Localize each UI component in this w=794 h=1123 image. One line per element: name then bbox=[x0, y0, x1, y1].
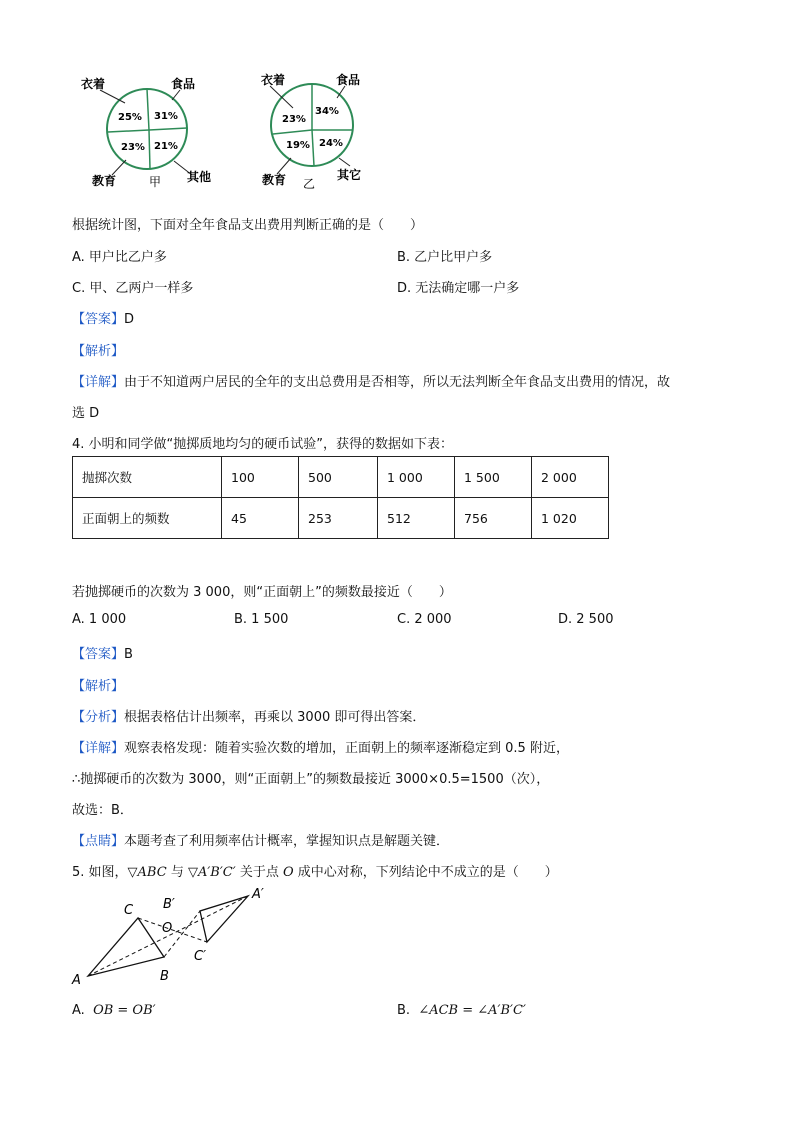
pie-yi-leader-education bbox=[277, 158, 291, 174]
q3-option-d[interactable]: D. 无法确定哪一户多 bbox=[397, 281, 520, 296]
pie-jia-divider-right bbox=[149, 128, 187, 130]
q5-triangle-2: ▽A′B′C′ bbox=[187, 865, 236, 880]
q3-answer-value: D bbox=[124, 312, 135, 327]
central-symmetry-figure bbox=[66, 884, 286, 994]
fig-label-c: C bbox=[124, 903, 134, 918]
triangle-abc bbox=[88, 918, 164, 976]
q5-point-o: O bbox=[282, 865, 294, 880]
q5-option-b-tag: B. bbox=[397, 1003, 411, 1018]
pie-chart-jia bbox=[70, 70, 240, 195]
pie-yi-label-other: 其它 bbox=[337, 168, 362, 182]
pie-jia-label-education: 教育 bbox=[92, 174, 117, 188]
q4-answer-tag: 【答案】 bbox=[72, 647, 125, 662]
table-cell: 100 bbox=[222, 457, 299, 498]
fig-label-a: A bbox=[72, 973, 81, 988]
q5-stem-mid2: 关于点 bbox=[235, 865, 283, 880]
q5-option-b-text: ∠ACB = ∠A′B′C′ bbox=[418, 1003, 526, 1018]
q5-stem-pre: 5. 如图， bbox=[72, 865, 128, 880]
pie-jia-label-food: 食品 bbox=[171, 77, 196, 91]
pie-yi-pct-food: 34% bbox=[315, 106, 339, 117]
q4-answer bbox=[72, 643, 133, 662]
pie-yi-label-clothing: 衣着 bbox=[261, 73, 286, 87]
q4-option-b[interactable]: B. 1 500 bbox=[234, 612, 289, 627]
pie-jia-pct-education: 23% bbox=[121, 142, 145, 153]
table-cell: 512 bbox=[378, 498, 455, 539]
pie-yi-name: 乙 bbox=[303, 177, 316, 191]
pie-jia-pct-food: 31% bbox=[154, 111, 178, 122]
table-row bbox=[73, 457, 609, 498]
q5-stem-post: 成中心对称，下列结论中不成立的是（ ） bbox=[293, 865, 558, 880]
pie-jia-pct-clothing: 25% bbox=[118, 112, 142, 123]
table-row-header: 抛掷次数 bbox=[73, 457, 222, 498]
fig-label-o: O bbox=[162, 921, 173, 936]
coin-toss-table bbox=[72, 456, 609, 539]
table-cell: 45 bbox=[222, 498, 299, 539]
q4-option-d[interactable]: D. 2 500 bbox=[558, 612, 614, 627]
q4-option-a[interactable]: A. 1 000 bbox=[72, 612, 127, 627]
q4-fenxi bbox=[72, 706, 425, 725]
pie-yi-leader-other bbox=[339, 158, 350, 166]
q3-option-c[interactable]: C. 甲、乙两户一样多 bbox=[72, 281, 194, 296]
q4-detail-line3: 故选：B． bbox=[72, 803, 133, 818]
q5-option-b[interactable] bbox=[397, 1003, 526, 1018]
pie-yi-leader-clothing bbox=[270, 86, 293, 108]
pie-yi-pct-clothing: 23% bbox=[282, 114, 306, 125]
pie-jia-divider-bottom bbox=[149, 130, 150, 169]
pie-jia-leader-food bbox=[172, 90, 180, 100]
q4-fenxi-tag: 【分析】 bbox=[72, 710, 125, 725]
pie-yi-pct-education: 19% bbox=[286, 140, 310, 151]
q3-option-a[interactable]: A. 甲户比乙户多 bbox=[72, 250, 167, 265]
fig-label-b: B bbox=[160, 969, 169, 984]
table-row bbox=[73, 498, 609, 539]
q3-stem: 根据统计图，下面对全年食品支出费用判断正确的是（ ） bbox=[72, 218, 424, 233]
pie-jia-label-clothing: 衣着 bbox=[81, 77, 106, 91]
pie-chart-yi bbox=[255, 68, 385, 193]
q5-option-a-tag: A. bbox=[72, 1003, 85, 1018]
table-cell: 1 020 bbox=[532, 498, 609, 539]
q4-option-c[interactable]: C. 2 000 bbox=[397, 612, 452, 627]
q3-answer-tag: 【答案】 bbox=[72, 312, 125, 327]
q4-detail-text: 观察表格发现：随着实验次数的增加，正面朝上的频率逐渐稳定到 0.5 附近， bbox=[124, 741, 569, 756]
q4-dianjing bbox=[72, 830, 449, 849]
pie-jia-divider-top bbox=[147, 89, 149, 130]
q5-triangle-1: ▽ABC bbox=[127, 865, 167, 880]
q5-stem bbox=[72, 861, 558, 880]
q3-detail-tag: 【详解】 bbox=[72, 375, 125, 390]
q5-option-a-text: OB = OB′ bbox=[93, 1003, 156, 1018]
q3-analysis-tag: 【解析】 bbox=[72, 344, 125, 359]
pie-jia-leader-education bbox=[112, 160, 126, 175]
q4-analysis-tag: 【解析】 bbox=[72, 679, 125, 694]
q4-dianjing-text: 本题考查了利用频率估计概率，掌握知识点是解题关键． bbox=[124, 834, 450, 849]
triangle-a2b2c2 bbox=[200, 896, 248, 942]
q3-option-b[interactable]: B. 乙户比甲户多 bbox=[397, 250, 493, 265]
q5-stem-mid: 与 bbox=[166, 865, 188, 880]
pie-jia-label-other: 其他 bbox=[187, 170, 212, 184]
table-cell: 253 bbox=[299, 498, 378, 539]
table-cell: 1 500 bbox=[455, 457, 532, 498]
pie-yi-divider-bottom bbox=[312, 130, 314, 166]
q4-stem: 4. 小明和同学做“抛掷质地均匀的硬币试验”，获得的数据如下表： bbox=[72, 437, 454, 452]
pie-jia-name: 甲 bbox=[149, 175, 162, 189]
pie-jia-pct-other: 21% bbox=[154, 141, 178, 152]
q3-answer bbox=[72, 308, 134, 327]
q4-detail-line2: ∴抛掷硬币的次数为 3000，则“正面朝上”的频数最接近 3000×0.5=1500（次）， bbox=[72, 772, 550, 787]
pie-jia-leader-clothing bbox=[100, 90, 125, 103]
pie-yi-divider-left bbox=[273, 130, 312, 134]
table-cell: 2 000 bbox=[532, 457, 609, 498]
pie-yi-label-education: 教育 bbox=[262, 173, 287, 187]
q3-detail-text: 由于不知道两户居民的全年的支出总费用是否相等，所以无法判断全年食品支出费用的情况，故 bbox=[124, 375, 671, 390]
q4-question: 若抛掷硬币的次数为 3 000，则“正面朝上”的频数最接近（ ） bbox=[72, 585, 452, 600]
q4-answer-value: B bbox=[124, 647, 133, 662]
table-cell: 756 bbox=[455, 498, 532, 539]
q4-detail-line1 bbox=[72, 737, 569, 756]
fig-label-b2: B′ bbox=[163, 897, 175, 912]
q4-fenxi-text: 根据表格估计出频率，再乘以 3000 即可得出答案． bbox=[124, 710, 426, 725]
q4-detail-tag: 【详解】 bbox=[72, 741, 125, 756]
pie-yi-pct-other: 24% bbox=[319, 138, 343, 149]
q3-detail-line1 bbox=[72, 371, 670, 390]
pie-yi-label-food: 食品 bbox=[336, 73, 361, 87]
q4-dianjing-tag: 【点睛】 bbox=[72, 834, 125, 849]
fig-label-a2: A′ bbox=[252, 887, 264, 902]
q3-detail-line2: 选 D bbox=[72, 406, 100, 421]
fig-label-c2: C′ bbox=[194, 949, 207, 964]
table-cell: 1 000 bbox=[378, 457, 455, 498]
table-cell: 500 bbox=[299, 457, 378, 498]
q5-option-a[interactable] bbox=[72, 1003, 156, 1018]
table-row-header: 正面朝上的频数 bbox=[73, 498, 222, 539]
pie-jia-divider-left bbox=[108, 130, 149, 132]
